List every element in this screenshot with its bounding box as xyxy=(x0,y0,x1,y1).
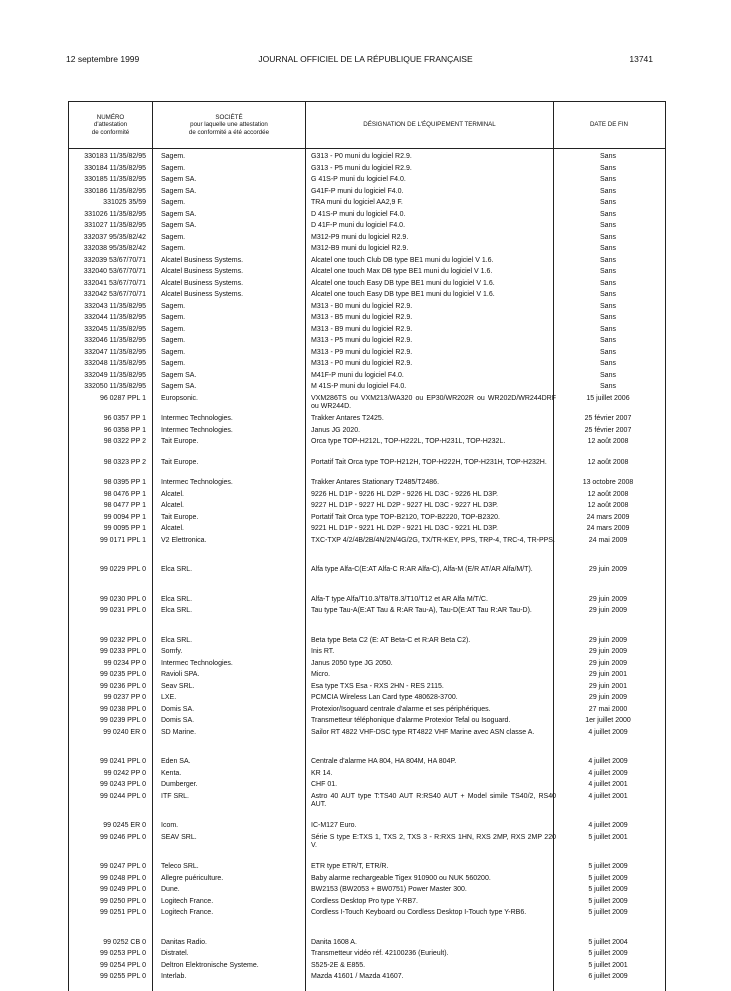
header-line: NUMÉRO xyxy=(96,113,125,121)
company-name: SEAV SRL. xyxy=(161,833,197,841)
attestation-number: 99 0243 PPL 0 xyxy=(99,781,146,788)
company-name: Sagem. xyxy=(161,164,186,172)
attestation-number: 99 0095 PP 1 xyxy=(103,525,146,532)
header-divider xyxy=(69,148,665,149)
company-name: Alcatel. xyxy=(161,502,184,509)
equipment-designation: Danita 1608 A. xyxy=(311,938,357,946)
company-name: Tait Europe. xyxy=(161,438,199,445)
company-name: Alcatel. xyxy=(161,490,184,498)
end-date: Sans xyxy=(600,199,616,206)
equipment-designation: Transmetteur téléphonique d'alarme Protexior Tefal ou Isoguard. xyxy=(311,717,511,724)
end-date: Sans xyxy=(600,176,616,183)
company-name: Elca SRL. xyxy=(161,566,193,573)
equipment-designation: PCMCIA Wireless Lan Card type 480628-3700. xyxy=(311,694,458,701)
end-date: Sans xyxy=(600,337,616,344)
attestation-number: 332048 11/35/82/95 xyxy=(84,360,146,367)
header-line: SOCIÉTÉ xyxy=(215,113,243,121)
equipment-designation: Trakker Antares Stationary T2485/T2486. xyxy=(311,479,440,486)
attestation-table xyxy=(68,101,666,991)
attestation-number: 99 0255 PPL 0 xyxy=(99,973,146,980)
company-name: Sagem. xyxy=(161,314,186,321)
company-name: Intermec Technologies. xyxy=(161,659,233,667)
end-date: 5 juillet 2009 xyxy=(588,886,628,893)
company-name: Sagem. xyxy=(161,233,186,241)
attestation-number: 99 0233 PPL 0 xyxy=(99,648,146,655)
column-header-designation xyxy=(306,102,553,148)
end-date: 12 août 2008 xyxy=(587,438,629,445)
attestation-number: 99 0229 PPL 0 xyxy=(99,566,146,573)
attestation-number: 330183 11/35/82/95 xyxy=(84,153,146,160)
company-name: Sagem. xyxy=(161,337,186,344)
column-header-numero xyxy=(69,102,152,148)
company-name: Allegre puériculture. xyxy=(161,874,224,882)
attestation-number: 332043 11/35/82/95 xyxy=(84,302,146,310)
equipment-designation: KR 14. xyxy=(311,769,333,777)
end-date: Sans xyxy=(600,222,616,229)
attestation-number: 96 0287 PPL 1 xyxy=(99,394,146,402)
equipment-designation: TXC-TXP 4/2/4B/2B/4N/2N/4G/2G, TX/TR-KEY, PPS, TRP-4, TRC-4, TR-PPS. xyxy=(311,536,555,544)
end-date: 29 juin 2001 xyxy=(588,671,628,678)
equipment-designation: M313 - B5 muni du logiciel R2.9. xyxy=(311,314,413,321)
equipment-designation: Janus JG 2020. xyxy=(311,426,361,434)
attestation-number: 99 0254 PPL 0 xyxy=(99,961,146,969)
attestation-number: 99 0247 PPL 0 xyxy=(99,863,146,870)
attestation-number: 99 0251 PPL 0 xyxy=(99,909,146,916)
equipment-designation: Alfa-T type Alfa/T10.3/T8/T8.3/T10/T12 et AR Alfa M/T/C. xyxy=(311,595,488,603)
company-name: Sagem. xyxy=(161,325,186,333)
equipment-designation: Mazda 41601 / Mazda 41607. xyxy=(311,973,404,980)
attestation-number: 99 0171 PPL 1 xyxy=(99,536,146,544)
end-date: 29 juin 2009 xyxy=(588,648,628,655)
end-date: 29 juin 2001 xyxy=(588,682,628,690)
end-date: Sans xyxy=(600,187,616,195)
equipment-designation: Portatif Tait Orca type TOP-H212H, TOP-H222H, TOP-H231H, TOP-H232H. xyxy=(311,458,547,466)
end-date: 6 juillet 2009 xyxy=(588,973,628,980)
equipment-designation: Sailor RT 4822 VHF-DSC type RT4822 VHF Marine avec ASN classe A. xyxy=(311,728,535,736)
end-date: 5 juillet 2009 xyxy=(588,950,628,957)
company-name: Intermec Technologies. xyxy=(161,426,233,434)
attestation-number: 99 0241 PPL 0 xyxy=(99,758,146,765)
end-date: 29 juin 2009 xyxy=(588,636,628,644)
attestation-number: 98 0476 PP 1 xyxy=(103,490,146,498)
company-name: Sagem. xyxy=(161,153,186,160)
header-line: de conformité xyxy=(91,128,130,136)
equipment-designation: G313 - P5 muni du logiciel R2.9. xyxy=(311,164,412,172)
attestation-number: 99 0235 PPL 0 xyxy=(99,671,146,678)
column-header-date-de-fin xyxy=(554,102,664,148)
company-name: Logitech France. xyxy=(161,897,214,905)
attestation-number: 98 0395 PP 1 xyxy=(103,479,146,486)
end-date: 24 mars 2009 xyxy=(586,525,630,532)
equipment-designation: Transmetteur vidéo réf. 42100236 (Eurieult). xyxy=(311,950,449,957)
end-date: 25 février 2007 xyxy=(584,426,632,434)
attestation-number: 332045 11/35/82/95 xyxy=(84,325,146,333)
company-name: Alcatel. xyxy=(161,525,184,532)
company-name: Tait Europe. xyxy=(161,458,199,466)
end-date: 4 juillet 2009 xyxy=(588,822,628,829)
company-name: Intermec Technologies. xyxy=(161,479,233,486)
header-line: DATE DE FIN xyxy=(589,121,629,129)
end-date: Sans xyxy=(600,279,616,287)
equipment-designation: G313 - P0 muni du logiciel R2.9. xyxy=(311,153,412,160)
attestation-number: 99 0237 PP 0 xyxy=(103,694,146,701)
attestation-number: 330185 11/35/82/95 xyxy=(84,176,146,183)
equipment-designation: Alfa type Alfa-C(E:AT Alfa-C R:AR Alfa-C), Alfa-M (E/R AT/AR Alfa/M/T). xyxy=(311,566,533,573)
end-date: Sans xyxy=(600,291,616,298)
attestation-number: 96 0358 PP 1 xyxy=(103,426,146,434)
end-date: 29 juin 2009 xyxy=(588,566,628,573)
equipment-designation: Baby alarme rechargeable Tigex 910900 ou NUK 560200. xyxy=(311,874,491,882)
end-date: 24 mai 2009 xyxy=(588,536,628,544)
attestation-number: 331026 11/35/82/95 xyxy=(84,210,146,218)
attestation-number: 99 0236 PPL 0 xyxy=(99,682,146,690)
equipment-designation: M41F-P muni du logiciel F4.0. xyxy=(311,371,404,379)
equipment-designation: 9227 HL D1P - 9227 HL D2P - 9227 HL D3C - 9227 HL D3P. xyxy=(311,502,498,509)
company-name: V2 Elettronica. xyxy=(161,536,207,544)
header-line: pour laquelle une attestation xyxy=(190,121,268,129)
equipment-designation: Orca type TOP-H212L, TOP-H222L, TOP-H231L, TOP-H232L. xyxy=(311,438,506,445)
end-date: Sans xyxy=(600,383,616,390)
end-date: 4 juillet 2009 xyxy=(588,728,628,736)
equipment-designation: Tau type Tau-A(E:AT Tau & R:AR Tau-A), Tau-D(E:AT Tau R:AR Tau-D). xyxy=(311,607,532,614)
end-date: 4 juillet 2009 xyxy=(588,758,628,765)
company-name: Kenta. xyxy=(161,769,182,777)
company-name: Sagem SA. xyxy=(161,383,197,390)
company-name: LXE. xyxy=(161,694,177,701)
attestation-number: 98 0323 PP 2 xyxy=(103,458,146,466)
end-date: Sans xyxy=(600,210,616,218)
company-name: Eden SA. xyxy=(161,758,191,765)
attestation-number: 332044 11/35/82/95 xyxy=(84,314,146,321)
equipment-designation: Janus 2050 type JG 2050. xyxy=(311,659,393,667)
equipment-designation: Astro 40 AUT type T:TS40 AUT R:RS40 AUT + Model simile TS40/2, RS40 AUT. xyxy=(311,792,556,808)
attestation-number: 99 0230 PPL 0 xyxy=(99,595,146,603)
end-date: Sans xyxy=(600,233,616,241)
company-name: Elca SRL. xyxy=(161,607,193,614)
equipment-designation: ETR type ETR/T, ETR/R. xyxy=(311,863,389,870)
equipment-designation: Trakker Antares T2425. xyxy=(311,415,384,422)
end-date: 15 juillet 2006 xyxy=(586,394,630,402)
attestation-number: 99 0250 PPL 0 xyxy=(99,897,146,905)
equipment-designation: VXM286TS ou VXM213/WA320 ou EP30/WR202R ou WR202D/WR244DRF ou WR244D. xyxy=(311,394,556,410)
equipment-designation: Alcatel one touch Easy DB type BE1 muni du logiciel V 1.6. xyxy=(311,291,495,298)
company-name: Domis SA. xyxy=(161,705,195,713)
end-date: 29 juin 2009 xyxy=(588,607,628,614)
attestation-number: 99 0240 ER 0 xyxy=(103,728,146,736)
attestation-number: 330186 11/35/82/95 xyxy=(84,187,146,195)
end-date: 13 octobre 2008 xyxy=(582,479,634,486)
equipment-designation: Cordless I-Touch Keyboard ou Cordless Desktop I-Touch type Y-RB6. xyxy=(311,909,527,916)
company-name: SD Marine. xyxy=(161,728,197,736)
company-name: Europsonic. xyxy=(161,394,198,402)
company-name: Sagem SA. xyxy=(161,176,197,183)
end-date: 5 juillet 2009 xyxy=(588,909,628,916)
attestation-number: 99 0239 PPL 0 xyxy=(99,717,146,724)
equipment-designation: Inis RT. xyxy=(311,648,335,655)
end-date: Sans xyxy=(600,325,616,333)
end-date: 25 février 2007 xyxy=(584,415,632,422)
end-date: Sans xyxy=(600,153,616,160)
equipment-designation: BW2153 (BW2053 + BW0751) Power Master 300. xyxy=(311,886,467,893)
company-name: Icom. xyxy=(161,822,179,829)
end-date: Sans xyxy=(600,302,616,310)
equipment-designation: Centrale d'alarme HA 804, HA 804M, HA 804P. xyxy=(311,758,457,765)
attestation-number: 332038 95/35/82/42 xyxy=(83,245,146,252)
end-date: 12 août 2008 xyxy=(587,490,629,498)
header-line: de conformité a été accordée xyxy=(188,128,270,136)
company-name: Elca SRL. xyxy=(161,636,193,644)
company-name: Danitas Radio. xyxy=(161,938,207,946)
company-name: Distratel. xyxy=(161,950,189,957)
company-name: Alcatel Business Systems. xyxy=(161,268,244,275)
attestation-number: 331027 11/35/82/95 xyxy=(84,222,146,229)
company-name: Alcatel Business Systems. xyxy=(161,256,244,264)
company-name: Dumberger. xyxy=(161,781,198,788)
equipment-designation: D 41F-P muni du logiciel F4.0. xyxy=(311,222,406,229)
attestation-number: 332037 95/35/82/42 xyxy=(83,233,146,241)
attestation-number: 99 0244 PPL 0 xyxy=(99,792,146,800)
equipment-designation: M313 - B9 muni du logiciel R2.9. xyxy=(311,325,413,333)
company-name: Alcatel Business Systems. xyxy=(161,279,244,287)
column-divider xyxy=(152,102,153,991)
attestation-number: 99 0253 PPL 0 xyxy=(99,950,146,957)
end-date: Sans xyxy=(600,256,616,264)
equipment-designation: Portatif Tait Orca type TOP-B2120, TOP-B2220, TOP-B2320. xyxy=(311,513,500,521)
attestation-number: 332040 53/67/70/71 xyxy=(83,268,146,275)
equipment-designation: G41F-P muni du logiciel F4.0. xyxy=(311,187,404,195)
attestation-number: 331025 35/59 xyxy=(103,199,146,206)
attestation-number: 99 0238 PPL 0 xyxy=(99,705,146,713)
attestation-number: 332046 11/35/82/95 xyxy=(84,337,146,344)
end-date: 1er juillet 2000 xyxy=(585,717,631,724)
attestation-number: 99 0232 PPL 0 xyxy=(99,636,146,644)
attestation-number: 99 0242 PP 0 xyxy=(103,769,146,777)
attestation-number: 332042 53/67/70/71 xyxy=(83,291,146,298)
end-date: 5 juillet 2001 xyxy=(588,961,628,969)
attestation-number: 98 0477 PP 1 xyxy=(103,502,146,509)
end-date: 4 juillet 2009 xyxy=(588,769,628,777)
company-name: Sagem SA. xyxy=(161,187,197,195)
company-name: Sagem. xyxy=(161,302,186,310)
attestation-number: 96 0357 PP 1 xyxy=(103,415,146,422)
equipment-designation: Alcatel one touch Max DB type BE1 muni du logiciel V 1.6. xyxy=(311,268,493,275)
attestation-number: 332049 11/35/82/95 xyxy=(84,371,146,379)
equipment-designation: M312-P9 muni du logiciel R2.9. xyxy=(311,233,409,241)
equipment-designation: CHF 01. xyxy=(311,781,338,788)
equipment-designation: Alcatel one touch Club DB type BE1 muni du logiciel V 1.6. xyxy=(311,256,494,264)
equipment-designation: M313 - P9 muni du logiciel R2.9. xyxy=(311,348,413,356)
equipment-designation: Alcatel one touch Easy DB type BE1 muni du logiciel V 1.6. xyxy=(311,279,495,287)
attestation-number: 99 0234 PP 0 xyxy=(103,659,146,667)
attestation-number: 332047 11/35/82/95 xyxy=(84,348,146,356)
company-name: Sagem. xyxy=(161,199,186,206)
company-name: Alcatel Business Systems. xyxy=(161,291,244,298)
end-date: 5 juillet 2009 xyxy=(588,874,628,882)
attestation-number: 99 0094 PP 1 xyxy=(103,513,146,521)
equipment-designation: M 41S-P muni du logiciel F4.0. xyxy=(311,383,407,390)
attestation-number: 332050 11/35/82/95 xyxy=(84,383,146,390)
column-divider xyxy=(305,102,306,991)
attestation-number: 99 0252 CB 0 xyxy=(103,938,146,946)
equipment-designation: S525-2E & E855. xyxy=(311,961,366,969)
end-date: Sans xyxy=(600,360,616,367)
company-name: Sagem SA. xyxy=(161,222,197,229)
attestation-number: 99 0248 PPL 0 xyxy=(99,874,146,882)
company-name: Teleco SRL. xyxy=(161,863,199,870)
company-name: Sagem. xyxy=(161,360,186,367)
company-name: Elca SRL. xyxy=(161,595,193,603)
equipment-designation: 9226 HL D1P - 9226 HL D2P - 9226 HL D3C - 9226 HL D3P. xyxy=(311,490,498,498)
equipment-designation: Cordless Desktop Pro type Y-RB7. xyxy=(311,897,418,905)
page-number: 13741 xyxy=(629,54,653,64)
end-date: 5 juillet 2009 xyxy=(588,897,628,905)
attestation-number: 332041 53/67/70/71 xyxy=(83,279,146,287)
end-date: 24 mars 2009 xyxy=(586,513,630,521)
end-date: Sans xyxy=(600,164,616,172)
equipment-designation: IC-M127 Euro. xyxy=(311,822,357,829)
company-name: ITF SRL. xyxy=(161,792,190,800)
attestation-number: 98 0322 PP 2 xyxy=(103,438,146,445)
company-name: Domis SA. xyxy=(161,717,195,724)
company-name: Sagem SA. xyxy=(161,371,197,379)
page-date: 12 septembre 1999 xyxy=(66,54,140,64)
header-line: DÉSIGNATION DE L'ÉQUIPEMENT TERMINAL xyxy=(363,121,496,129)
equipment-designation: 9221 HL D1P - 9221 HL D2P - 9221 HL D3C - 9221 HL D3P. xyxy=(311,525,498,532)
end-date: 12 août 2008 xyxy=(587,458,629,466)
end-date: 5 juillet 2009 xyxy=(588,863,628,870)
company-name: Intermec Technologies. xyxy=(161,415,233,422)
equipment-designation: M312-B9 muni du logiciel R2.9. xyxy=(311,245,409,252)
equipment-designation: TRA muni du logiciel AA2,9 F. xyxy=(311,199,403,206)
end-date: 27 mai 2000 xyxy=(588,705,628,713)
company-name: Dune. xyxy=(161,886,180,893)
attestation-number: 99 0249 PPL 0 xyxy=(99,886,146,893)
attestation-number: 332039 53/67/70/71 xyxy=(83,256,146,264)
end-date: 5 juillet 2001 xyxy=(588,833,628,841)
equipment-designation: M313 - P5 muni du logiciel R2.9. xyxy=(311,337,413,344)
end-date: 5 juillet 2004 xyxy=(588,938,628,946)
attestation-number: 99 0245 ER 0 xyxy=(103,822,146,829)
equipment-designation: Micro. xyxy=(311,671,331,678)
company-name: Sagem. xyxy=(161,348,186,356)
company-name: Sagem SA. xyxy=(161,210,197,218)
equipment-designation: Série S type E:TXS 1, TXS 2, TXS 3 - R:RXS 1HN, RXS 2MP, RXS 2MP 220 V. xyxy=(311,833,556,849)
equipment-designation: G 41S-P muni du logiciel F4.0. xyxy=(311,176,406,183)
company-name: Seav SRL. xyxy=(161,682,195,690)
end-date: Sans xyxy=(600,268,616,275)
end-date: 12 août 2008 xyxy=(587,502,629,509)
attestation-number: 99 0231 PPL 0 xyxy=(99,607,146,614)
end-date: 4 juillet 2001 xyxy=(588,781,628,788)
end-date: Sans xyxy=(600,314,616,321)
end-date: Sans xyxy=(600,245,616,252)
company-name: Logitech France. xyxy=(161,909,214,916)
end-date: Sans xyxy=(600,371,616,379)
equipment-designation: Protexior/Isoguard centrale d'alarme et ses périphériques. xyxy=(311,705,491,713)
equipment-designation: M313 - P0 muni du logiciel R2.9. xyxy=(311,360,413,367)
end-date: Sans xyxy=(600,348,616,356)
end-date: 29 juin 2009 xyxy=(588,595,628,603)
company-name: Sagem. xyxy=(161,245,186,252)
attestation-number: 99 0246 PPL 0 xyxy=(99,833,146,841)
journal-title: JOURNAL OFFICIEL DE LA RÉPUBLIQUE FRANÇAISE xyxy=(258,54,473,64)
equipment-designation: Esa type TXS Esa - RXS 2HN - RES 2115. xyxy=(311,682,444,690)
equipment-designation: M313 - B0 muni du logiciel R2.9. xyxy=(311,302,413,310)
column-header-societe xyxy=(153,102,305,148)
header-line: d'attestation xyxy=(93,121,128,129)
company-name: Tait Europe. xyxy=(161,513,199,521)
equipment-designation: D 41S-P muni du logiciel F4.0. xyxy=(311,210,406,218)
company-name: Ravioli SPA. xyxy=(161,671,200,678)
attestation-number: 330184 11/35/82/95 xyxy=(84,164,146,172)
end-date: 29 juin 2009 xyxy=(588,659,628,667)
end-date: 29 juin 2009 xyxy=(588,694,628,701)
company-name: Somfy. xyxy=(161,648,183,655)
equipment-designation: Beta type Beta C2 (E: AT Beta-C et R:AR Beta C2). xyxy=(311,636,471,644)
end-date: 4 juillet 2001 xyxy=(588,792,628,800)
company-name: Deltron Elektronische Systeme. xyxy=(161,961,259,969)
company-name: Interlab. xyxy=(161,973,187,980)
